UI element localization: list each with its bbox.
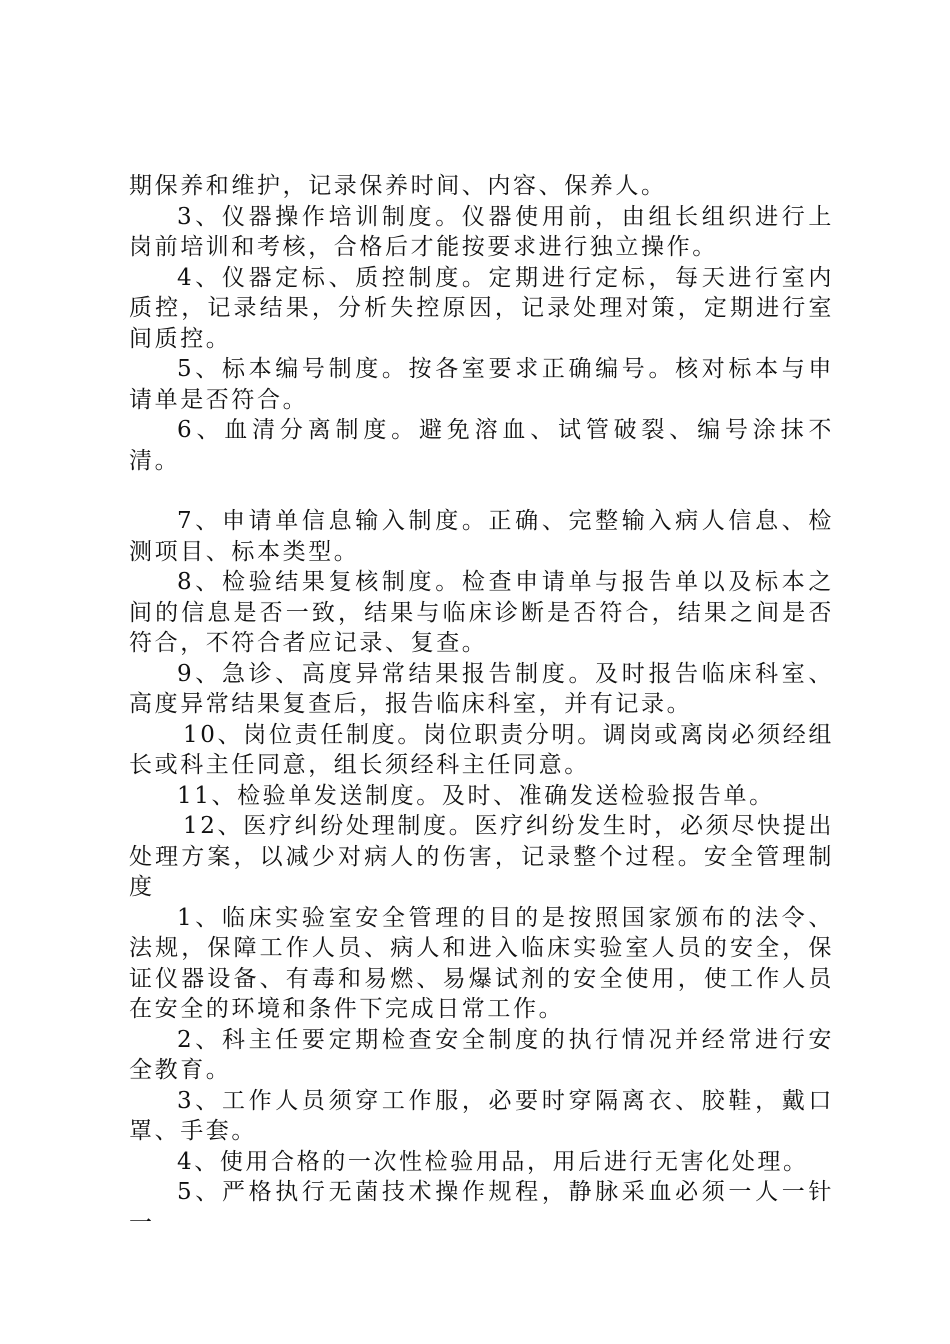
paragraph: 11、检验单发送制度。及时、准确发送检验报告单。 — [177, 782, 775, 809]
paragraph: 1、临床实验室安全管理的目的是按照国家颁布的法令、法规，保障工作人员、病人和进入临床实验室人员的安全，保证仪器设备、有毒和易燃、易爆试剂的安全使用，使工作人员在安全的环境和条件下完成日常工作。 — [129, 904, 834, 1022]
paragraph: 3、仪器操作培训制度。仪器使用前，由组长组织进行上岗前培训和考核，合格后才能按要求进行独立操作。 — [129, 203, 834, 260]
paragraph: 12、医疗纠纷处理制度。医疗纠纷发生时，必须尽快提出处理方案，以减少对病人的伤害，记录整个过程。安全管理制度 — [129, 813, 834, 900]
paragraph: 5、标本编号制度。按各室要求正确编号。核对标本与申请单是否符合。 — [129, 356, 834, 413]
paragraph: 3、工作人员须穿工作服，必要时穿隔离衣、胶鞋，戴口罩、手套。 — [129, 1087, 834, 1144]
paragraph: 4、使用合格的一次性检验用品，用后进行无害化处理。 — [177, 1148, 809, 1175]
document-body — [129, 171, 834, 1238]
paragraph: 期保养和维护，记录保养时间、内容、保养人。 — [129, 173, 667, 199]
paragraph: 8、检验结果复核制度。检查申请单与报告单以及标本之间的信息是否一致，结果与临床诊断是否符合，结果之间是否符合，不符合者应记录、复查。 — [129, 569, 834, 656]
paragraph: 6、血清分离制度。避免溶血、试管破裂、编号涂抹不清。 — [129, 417, 834, 474]
paragraph: 10、岗位责任制度。岗位职责分明。调岗或离岗必须经组长或科主任同意，组长须经科主任同意。 — [129, 721, 834, 778]
paragraph: 5、严格执行无菌技术操作规程，静脉采血必须一人一针一 — [129, 1179, 834, 1236]
paragraph: 9、急诊、高度异常结果报告制度。及时报告临床科室、高度异常结果复查后，报告临床科室，并有记录。 — [129, 660, 834, 717]
paragraph: 7、申请单信息输入制度。正确、完整输入病人信息、检测项目、标本类型。 — [129, 508, 834, 565]
paragraph: 2、科主任要定期检查安全制度的执行情况并经常进行安全教育。 — [129, 1026, 834, 1083]
paragraph: 4、仪器定标、质控制度。定期进行定标，每天进行室内质控，记录结果，分析失控原因，记录处理对策，定期进行室间质控。 — [129, 264, 834, 352]
